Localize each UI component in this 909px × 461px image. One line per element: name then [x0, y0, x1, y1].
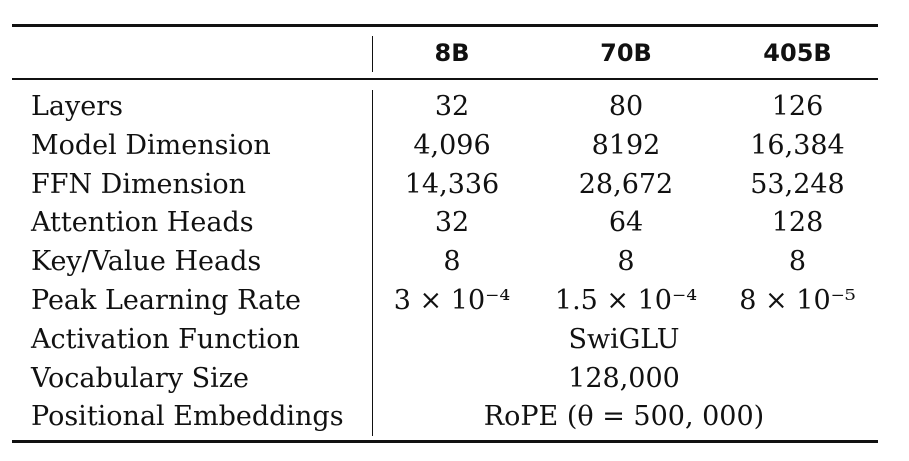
header-separator-rule [12, 78, 878, 80]
row-label: FFN Dimension [31, 168, 247, 200]
header-8b: 8B [434, 39, 470, 67]
header-405b: 405B [763, 39, 832, 67]
cell-8b: 32 [434, 207, 470, 239]
header-70b: 70B [600, 39, 652, 67]
table-row-positional-embeddings [0, 398, 909, 437]
cell-405b: 8 × 10⁻⁵ [739, 285, 856, 316]
table-row-layers [0, 88, 909, 127]
cell-shared: SwiGLU [568, 323, 680, 355]
cell-70b: 64 [608, 207, 644, 239]
row-label: Key/Value Heads [31, 246, 262, 278]
row-label: Positional Embeddings [31, 401, 344, 433]
cell-8b: 14,336 [404, 168, 500, 200]
cell-70b: 8 [617, 246, 635, 278]
cell-405b: 53,248 [750, 168, 845, 200]
cell-405b: 8 [788, 246, 807, 278]
cell-70b: 28,672 [578, 168, 674, 200]
cell-shared: 128,000 [568, 362, 680, 394]
cell-405b: 128 [771, 207, 824, 239]
table-row-ffn-dimension [0, 166, 909, 205]
table-row-peak-learning-rate [0, 282, 909, 321]
row-label: Model Dimension [31, 129, 271, 161]
row-label: Vocabulary Size [31, 362, 249, 394]
cell-405b: 126 [771, 91, 824, 122]
table-top-rule [12, 24, 878, 27]
header-column-divider [372, 36, 373, 72]
cell-shared: RoPE (θ = 500, 000) [483, 401, 765, 433]
table-row-attention-heads [0, 204, 909, 243]
table-row-model-dimension [0, 127, 909, 166]
row-label: Layers [31, 91, 124, 122]
table-row-key-value-heads [0, 243, 909, 282]
cell-70b: 80 [608, 91, 644, 122]
cell-70b: 1.5 × 10⁻⁴ [554, 285, 698, 316]
row-label: Attention Heads [31, 207, 254, 239]
cell-8b: 3 × 10⁻⁴ [393, 285, 511, 316]
cell-8b: 4,096 [413, 129, 491, 161]
row-label: Peak Learning Rate [31, 285, 302, 316]
table-row-vocabulary-size [0, 360, 909, 399]
row-label: Activation Function [31, 323, 300, 355]
table-bottom-rule [12, 440, 878, 443]
table-row-activation-function [0, 321, 909, 360]
cell-70b: 8192 [591, 129, 661, 161]
cell-8b: 32 [434, 91, 470, 122]
cell-405b: 16,384 [750, 129, 845, 161]
cell-8b: 8 [443, 246, 461, 278]
